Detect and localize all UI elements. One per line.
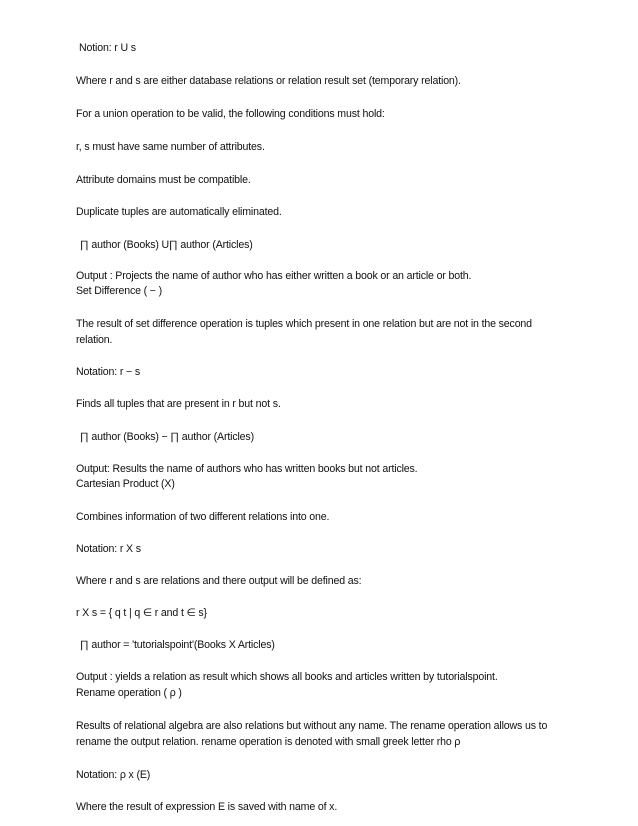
union-description-line: Where r and s are either database relations or relation result set (temporary relation).	[76, 75, 461, 87]
notation-cartesian-line: Notation: r X s	[76, 543, 141, 555]
rename-description-line-1: Results of relational algebra are also relations but without any name. The rename operation allows us to	[76, 720, 548, 732]
cartesian-where-line: Where r and s are relations and there output will be defined as:	[76, 575, 362, 587]
rename-description-line-2: rename the output relation. rename operation is denoted with small greek letter rho ρ	[76, 736, 461, 748]
cartesian-description-line: Combines information of two different relations into one.	[76, 511, 330, 523]
cartesian-set-definition: r X s = { q t | q ∈ r and t ∈ s}	[76, 607, 207, 619]
notation-difference-line: Notation: r − s	[76, 366, 140, 378]
rename-where-line: Where the result of expression E is saved with name of x.	[76, 801, 338, 813]
cartesian-example-expression: ∏ author = 'tutorialspoint'(Books X Articles)	[80, 639, 275, 651]
notation-union-line: Notion: r U s	[79, 42, 136, 54]
difference-finds-line: Finds all tuples that are present in r but not s.	[76, 398, 281, 410]
condition-duplicates-eliminated: Duplicate tuples are automatically eliminated.	[76, 206, 282, 218]
union-output-line: Output : Projects the name of author who has either written a book or an article or both.	[76, 270, 472, 282]
union-conditions-intro: For a union operation to be valid, the following conditions must hold:	[76, 108, 385, 120]
condition-same-attributes: r, s must have same number of attributes.	[76, 141, 265, 153]
set-difference-description-line-2: relation.	[76, 334, 113, 346]
set-difference-heading: Set Difference ( − )	[76, 285, 163, 297]
cartesian-output-line: Output : yields a relation as result which shows all books and articles written by tutorialspoint.	[76, 671, 498, 683]
union-example-expression: ∏ author (Books) U∏ author (Articles)	[80, 239, 253, 251]
difference-example-expression: ∏ author (Books) − ∏ author (Articles)	[80, 431, 254, 443]
difference-output-line: Output: Results the name of authors who has written books but not articles.	[76, 463, 418, 475]
notation-rename-line: Notation: ρ x (E)	[76, 769, 151, 781]
rename-operation-heading: Rename operation ( ρ )	[76, 687, 182, 699]
cartesian-product-heading: Cartesian Product (X)	[76, 478, 175, 490]
condition-compatible-domains: Attribute domains must be compatible.	[76, 174, 251, 186]
set-difference-description-line-1: The result of set difference operation is tuples which present in one relation but are not in the second	[76, 318, 532, 330]
